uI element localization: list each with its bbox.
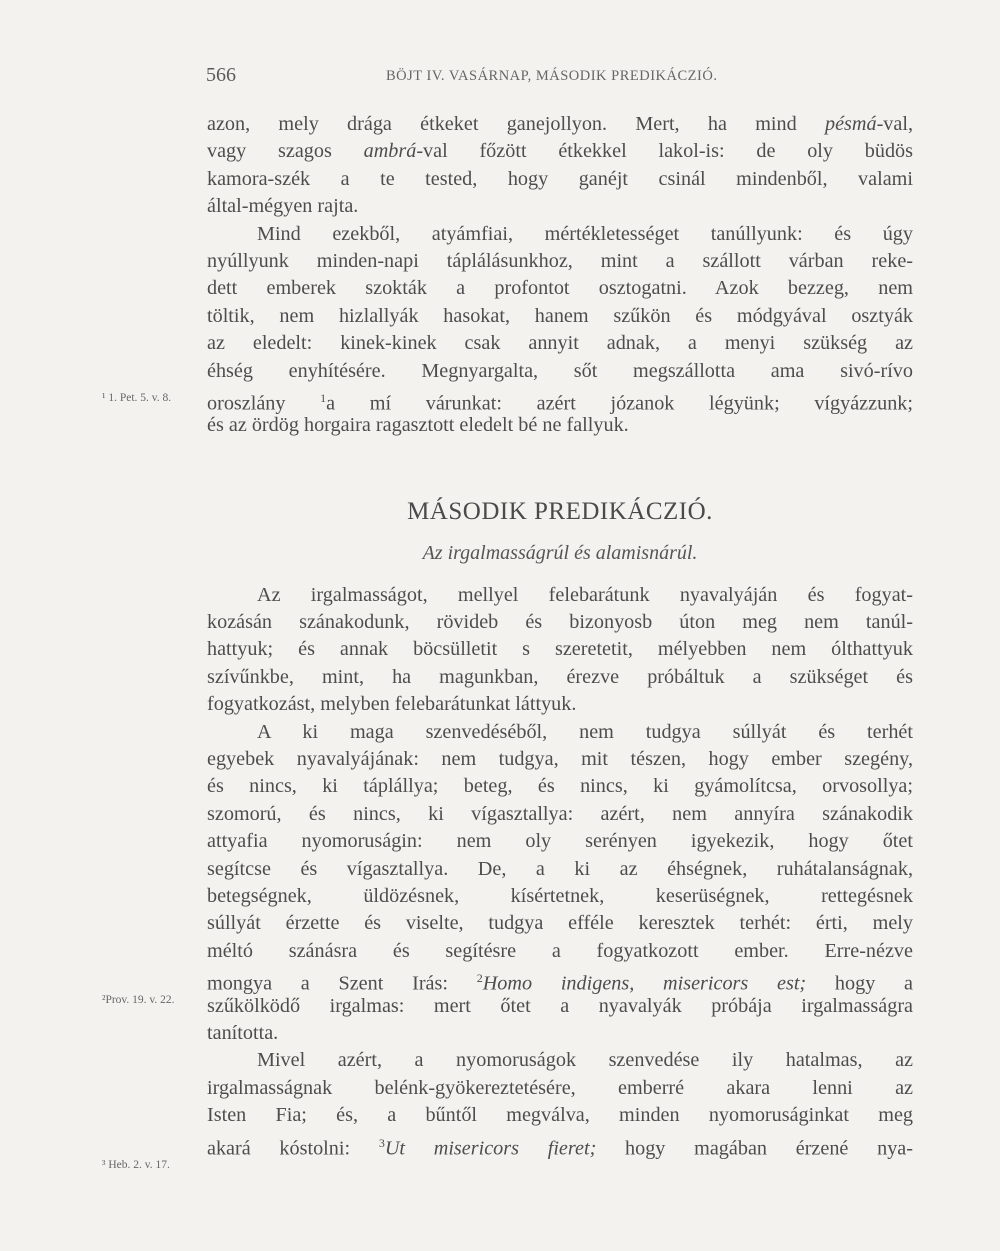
text-line: egyebek nyavalyájának: nem tudgya, mit tészen, hogy ember szegény, [207, 748, 913, 771]
margin-note-3: ³ Heb. 2. v. 17. [102, 1159, 170, 1171]
text-line: segítcse és vígasztallya. De, a ki az éhségnek, ruhátalanságnak, [207, 857, 913, 880]
footnote-mark: 3 [378, 1135, 385, 1150]
margin-note-2: ²Prov. 19. v. 22. [102, 994, 175, 1006]
text-line: nyúllyunk minden-napi táplálásunkhoz, mint a szállott várban reke- [207, 249, 913, 272]
page-number: 566 [206, 64, 236, 86]
text-line: A ki maga szenvedéséből, nem tudgya súllyát és terhét [257, 720, 913, 743]
text-line: méltó szánásra és segítésre a fogyatkozott ember. Erre-nézve [207, 939, 913, 962]
text-line: szűkölködő irgalmas: mert őtet a nyavalyák próbája irgalmasságra [207, 994, 913, 1017]
text-line: tanította. [207, 1021, 279, 1044]
text-line: szomorú, és nincs, ki vígasztallya: azért, nem annyíra szánakodik [207, 802, 913, 825]
text-line: az eledelt: kinek-kinek csak annyit adnak, a menyi szükség az [207, 332, 913, 355]
text-line: szívűnkbe, mint, ha magunkban, érezve próbáltuk a szükséget és [207, 665, 913, 688]
text-line: Isten Fia; és, a bűntől megválva, minden nyomoruságinkat meg [207, 1104, 913, 1127]
text-line: kamora-szék a te tested, hogy ganéjt csinál mindenből, valami [207, 167, 913, 190]
text-line: Mind ezekből, atyámfiai, mértékletességet tanúllyunk: és úgy [257, 222, 913, 245]
text-line: töltik, nem hizlallyák hasokat, hanem szűkön és módgyával osztyák [207, 304, 913, 327]
text-line: attyafia nyomoruságin: nem oly serényen igyekezik, hogy őtet [207, 830, 913, 853]
italic-term: pésmá [824, 113, 877, 135]
section-subtitle: Az irgalmasságrúl és alamisnárúl. [422, 541, 698, 564]
running-title: BÖJT IV. VASÁRNAP, MÁSODIK PREDIKÁCZIÓ. [386, 68, 718, 84]
text-line: Az irgalmasságot, mellyel felebarátunk nyavalyáján és fogyat- [257, 583, 913, 606]
text-line: mongya a Szent Irás: $^2$Homo indigens, misericors est; hogy a [207, 971, 913, 995]
text-line: éhség enyhítésére. Megnyargalta, sőt megszállotta ama sivó-rívo [207, 359, 913, 382]
text-line: kozásán szánakodunk, rövideb és bizonyosb úton meg nem tanúl- [207, 611, 913, 634]
text-line: akará kóstolni: $^3$Ut misericors fieret; hogy magában érzené nya- [207, 1135, 913, 1160]
text-line: dett emberek szokták a profontot osztogatni. Azok bezzeg, nem [207, 277, 913, 300]
text-line: és az ördög horgaira ragasztott eledelt bé ne fallyuk. [207, 414, 629, 437]
text-line: irgalmasságnak belénk-gyökereztetésére, emberré akara lenni az [207, 1076, 913, 1099]
text-line: azon, mely drága étkeket ganejollyon. Mert, ha mind pésmá-val, [207, 113, 913, 135]
page-header [206, 62, 718, 92]
text-line: Mivel azért, a nyomoruságok szenvedése ily hatalmas, az [257, 1049, 913, 1072]
section-heading: MÁSODIK PREDIKÁCZIÓ. [407, 497, 713, 525]
text-line: hattyuk; és annak böcsülletit s szeretetit, mélyebben nem ólthattyuk [207, 638, 913, 661]
text-line: oroszlány $^1$a mí várunkat: azért józanok légyünk; vígyázzunk; [207, 390, 913, 415]
text-line: által-mégyen rajta. [207, 195, 359, 218]
footnote-mark: 1 [320, 390, 327, 405]
margin-note-1: ¹ 1. Pet. 5. v. 8. [102, 392, 172, 404]
text-line: és nincs, ki táplállya; beteg, és nincs, ki gyámolítcsa, orvosollya; [207, 775, 913, 798]
text-line: súllyát érzette és viselte, tudgya efféle keresztek terhét: érti, mely [207, 912, 913, 935]
page-body [207, 111, 913, 1160]
text-line: fogyatkozást, melyben felebarátunkat láttyuk. [207, 693, 577, 716]
text-line: betegségnek, üldözésnek, kísértetnek, keserüségnek, rettegésnek [207, 884, 913, 907]
text-line: vagy szagos ambrá-val főzött étkekkel lakol-is: de oly büdös [207, 140, 913, 163]
latin-quote: Homo indigens, misericors est; [482, 972, 807, 995]
latin-quote: Ut misericors fieret; [384, 1137, 597, 1160]
italic-term: ambrá [363, 140, 417, 163]
footnote-mark: 2 [476, 971, 483, 986]
